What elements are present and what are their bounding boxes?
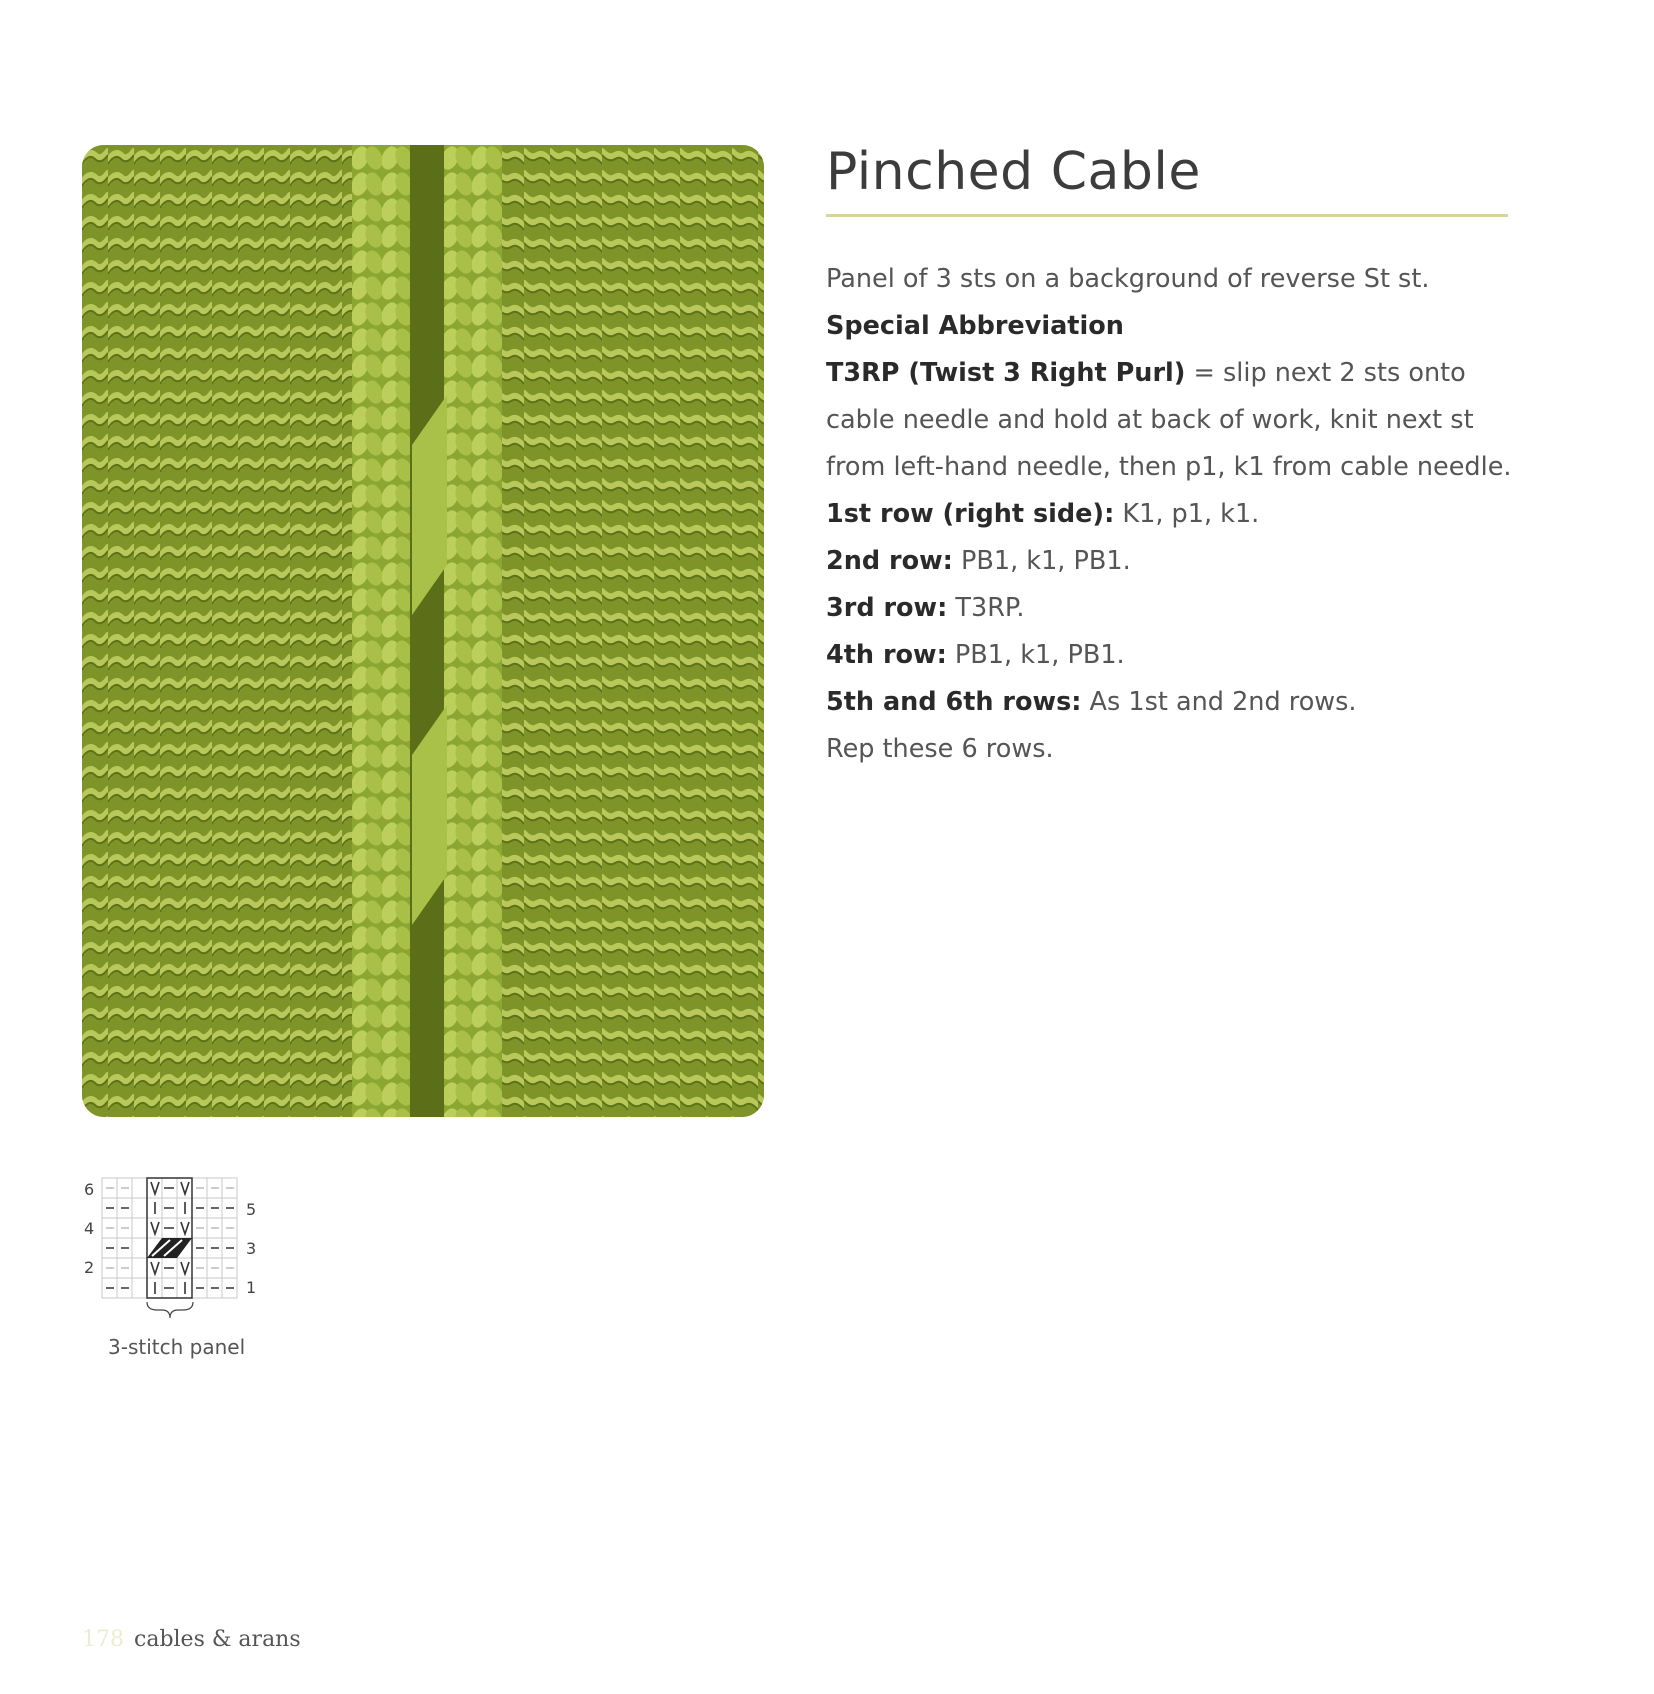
pattern-title: Pinched Cable (826, 142, 1201, 202)
row-instruction: 4th row: PB1, k1, PB1. (826, 640, 1125, 670)
swatch-photo (82, 145, 764, 1117)
pattern-instructions (826, 256, 1516, 773)
chart-caption: 3-stitch panel (108, 1335, 246, 1359)
chart-row-number-3: 3 (246, 1239, 257, 1258)
title-rule (826, 214, 1508, 217)
swatch-illustration (82, 145, 764, 1117)
repeat-instruction: Rep these 6 rows. (826, 734, 1054, 764)
abbreviation-term: T3RP (Twist 3 Right Purl) (826, 358, 1186, 388)
stitch-chart (78, 1172, 278, 1362)
page-footer (82, 1627, 301, 1652)
page-number: 178 (82, 1627, 124, 1652)
chart-row-number-1: 1 (246, 1278, 257, 1297)
row-instruction: 3rd row: T3RP. (826, 593, 1025, 623)
abbreviation-definition (826, 350, 1516, 491)
abbreviation-text: = slip next 2 sts onto cable needle and hold at back of work, knit next st from left-hand needle, then p1, k1 from cable needle. (826, 358, 1512, 482)
chart-row-number-6: 6 (84, 1180, 95, 1199)
chart-row-number-2: 2 (84, 1258, 95, 1277)
section-name: cables & arans (134, 1627, 301, 1652)
row-instruction: 1st row (right side): K1, p1, k1. (826, 499, 1260, 529)
row-instruction: 2nd row: PB1, k1, PB1. (826, 546, 1131, 576)
chart-row-number-4: 4 (84, 1219, 95, 1238)
chart-row-number-5: 5 (246, 1200, 257, 1219)
intro-text: Panel of 3 sts on a background of reverse St st. (826, 264, 1430, 294)
special-abbreviation-heading: Special Abbreviation (826, 311, 1124, 341)
row-instruction: 5th and 6th rows: As 1st and 2nd rows. (826, 687, 1357, 717)
